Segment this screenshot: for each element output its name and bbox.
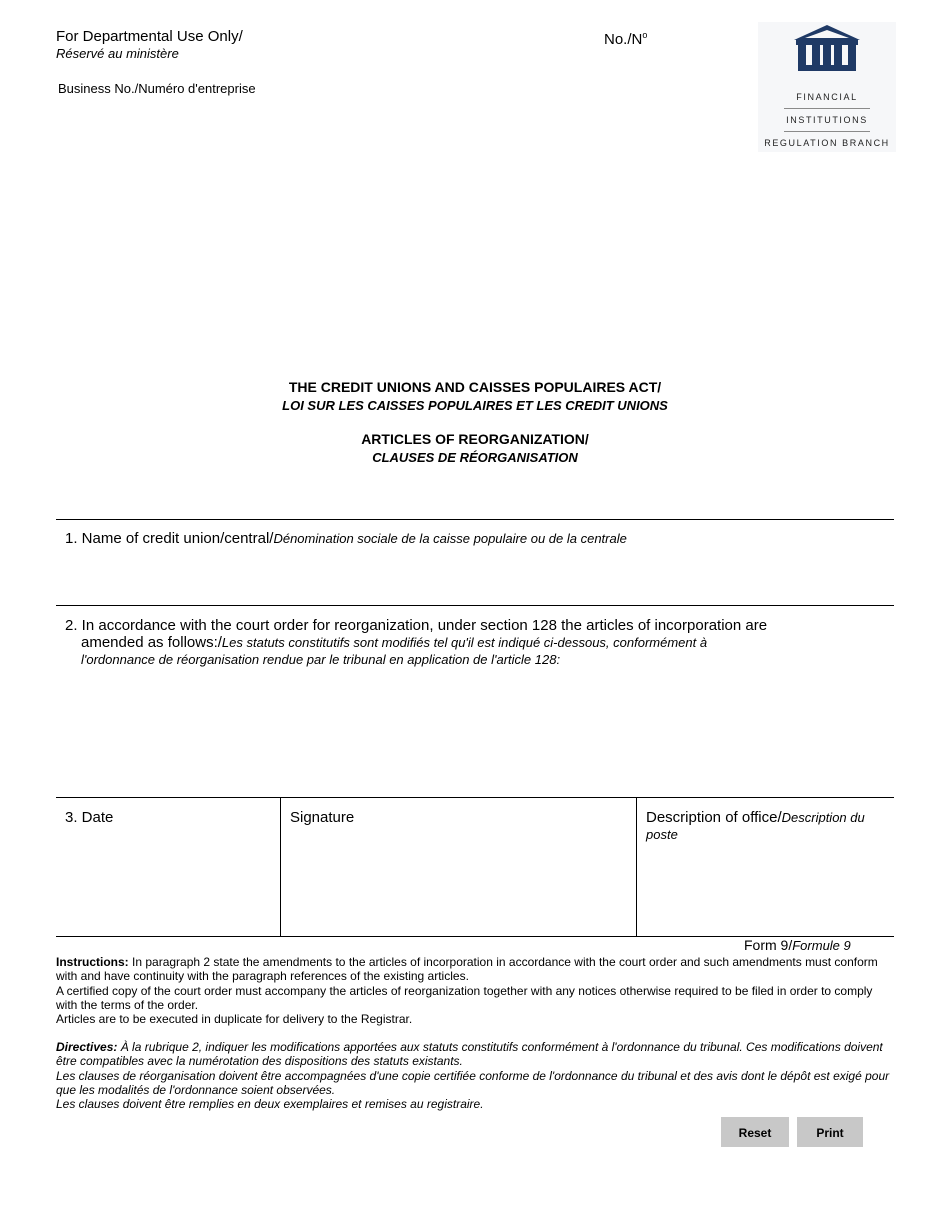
directives-p3: Les clauses doivent être remplies en deux exemplaires et remises au registraire. (56, 1097, 484, 1112)
building-icon (792, 24, 862, 74)
section2-line-1: 2. In accordance with the court order for reorganization, under section 128 the articles of incorporation are (65, 617, 768, 634)
act-title-fr: LOI SUR LES CAISSES POPULAIRES ET LES CREDIT UNIONS (282, 398, 668, 413)
logo-line-3: REGULATION BRANCH (764, 138, 890, 148)
date-label: 3. Date (65, 809, 114, 826)
departmental-use-label (56, 28, 243, 62)
articles-title-fr: CLAUSES DE RÉORGANISATION (372, 450, 578, 465)
office-label-fr: Description du poste (646, 810, 865, 842)
section2-line-2-fr: Les statuts constitutifs sont modifiés tel qu'il est indiqué ci-dessous, conformément à (221, 635, 708, 650)
number-label (604, 30, 647, 48)
divider (56, 605, 894, 606)
signature-table (56, 797, 894, 937)
form-number (744, 937, 851, 953)
section2-line-3-fr: l'ordonnance de réorganisation rendue par le tribunal en application de l'article 128: (81, 652, 561, 667)
dept-line-en: For Departmental Use Only/ (56, 28, 243, 45)
instructions-p2: A certified copy of the court order must accompany the articles of reorganization together with any notices otherwise required to be filed in order to comply with the terms of the order. (56, 983, 873, 1012)
business-number-label: Business No./Numéro d'entreprise (58, 81, 256, 96)
office-label-en: Description of office/ (646, 809, 782, 826)
logo-line-1: FINANCIAL (796, 92, 858, 102)
date-field[interactable] (56, 798, 280, 936)
directives (56, 1040, 901, 1111)
reset-button[interactable]: Reset (721, 1117, 789, 1147)
directives-heading: Directives: (56, 1040, 118, 1054)
fiRB-logo (758, 22, 896, 152)
act-title-en: THE CREDIT UNIONS AND CAISSES POPULAIRES ACT/ (288, 379, 662, 395)
instructions-heading: Instructions: (56, 955, 129, 969)
form-number-fr: Formule 9 (792, 938, 851, 953)
section1-label-fr: Dénomination sociale de la caisse populaire ou de la centrale (273, 531, 627, 546)
form-number-en: Form 9/ (744, 937, 793, 953)
credit-union-name-field[interactable] (65, 530, 627, 547)
logo-line-2: INSTITUTIONS (786, 115, 868, 125)
articles-title-en: ARTICLES OF REORGANIZATION/ (361, 431, 589, 447)
logo-rule (784, 108, 870, 109)
print-button[interactable]: Print (797, 1117, 863, 1147)
number-label-sup: o (642, 30, 648, 40)
divider (56, 519, 894, 520)
directives-p1: À la rubrique 2, indiquer les modifications apportées aux statuts constitutifs conformément à l'ordonnance du tribunal. Ces modifications doivent être compatibles avec la numérotation des dispositions des statuts existants. (56, 1040, 883, 1069)
instructions (56, 955, 896, 1026)
instructions-p1: In paragraph 2 state the amendments to the articles of incorporation in accordance with the court order and such amendments must conform with and have continuity with the paragraph references of the existing articles. (56, 955, 878, 984)
office-description-field[interactable] (636, 798, 894, 936)
instructions-p3: Articles are to be executed in duplicate for delivery to the Registrar. (56, 1012, 413, 1027)
section1-label-en: 1. Name of credit union/central/ (65, 530, 274, 547)
signature-field[interactable] (280, 798, 636, 936)
number-label-text: No./N (604, 31, 643, 48)
section2-line-2-en: amended as follows:/ (81, 634, 222, 651)
amendments-field[interactable] (65, 617, 825, 668)
dept-line-fr: Réservé au ministère (56, 46, 179, 61)
directives-p2: Les clauses de réorganisation doivent être accompagnées d'une copie certifiée conforme de l'ordonnance du tribunal et des avis dont le dépôt est exigé pour que les modalités de l'ordonnance soient observées. (56, 1068, 890, 1097)
logo-rule (784, 131, 870, 132)
signature-label: Signature (290, 809, 355, 826)
